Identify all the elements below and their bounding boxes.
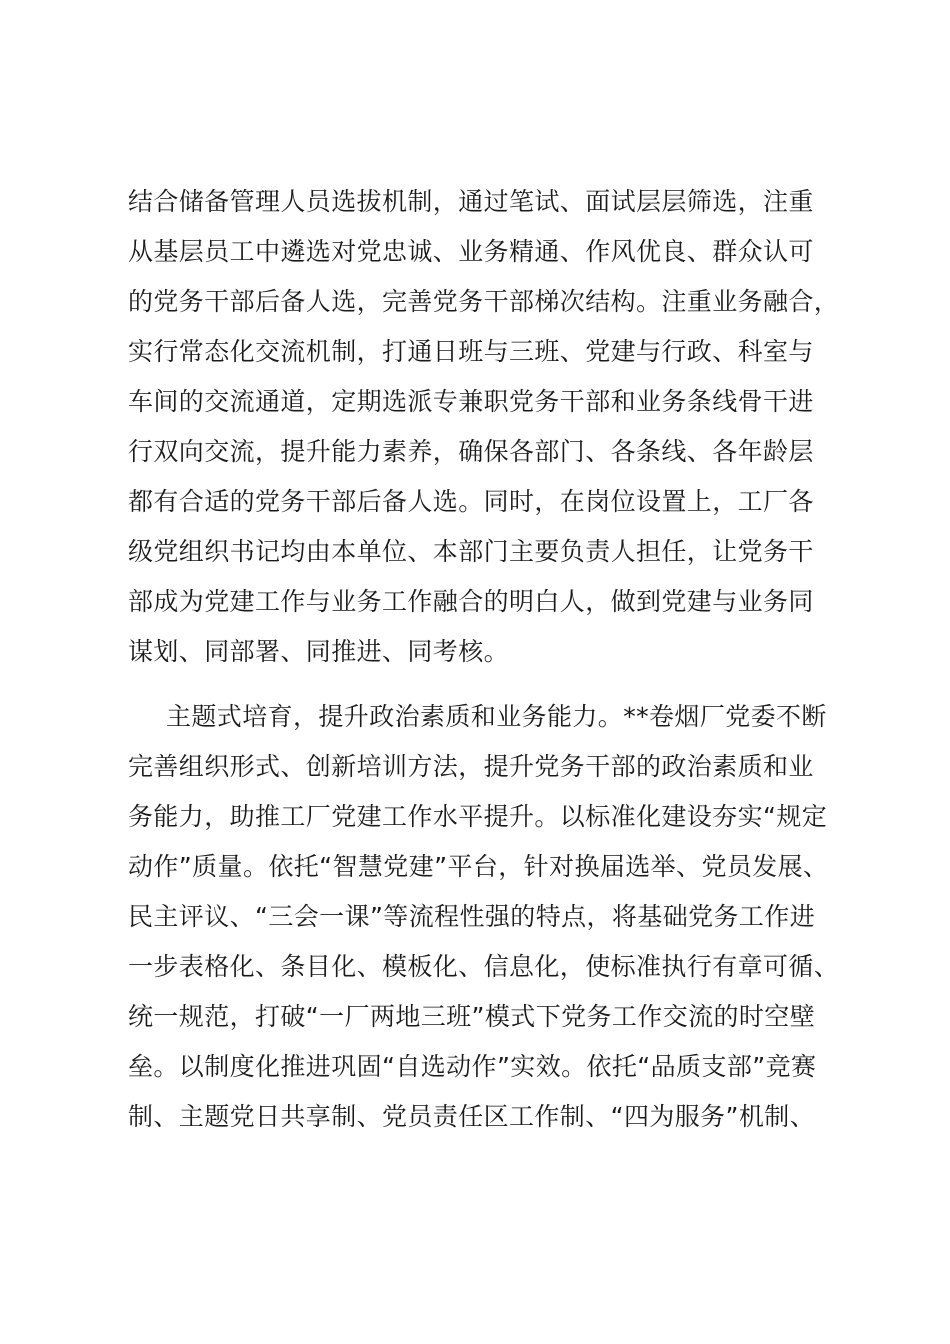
paragraph-line: 车间的交流通道，定期选派专兼职党务干部和业务条线骨干进	[128, 387, 814, 416]
paragraph-line: 的党务干部后备人选，完善党务干部梯次结构。注重业务融合，	[128, 287, 840, 316]
paragraph-line: 务能力，助推工厂党建工作水平提升。以标准化建设夯实“规定	[128, 802, 828, 831]
paragraph-line: 民主评议、“三会一课”等流程性强的特点，将基础党务工作进	[128, 902, 816, 931]
paragraph-line: 级党组织书记均由本单位、本部门主要负责人担任，让党务干	[128, 537, 814, 566]
paragraph-line: 完善组织形式、创新培训方法，提升党务干部的政治素质和业	[128, 752, 814, 781]
paragraph-1	[128, 177, 838, 677]
paragraph-2	[128, 692, 838, 1142]
paragraph-line: 实行常态化交流机制，打通日班与三班、党建与行政、科室与	[128, 337, 814, 366]
paragraph-line: 结合储备管理人员选拔机制，通过笔试、面试层层筛选，注重	[128, 187, 814, 216]
paragraph-line: 动作”质量。依托“智慧党建”平台，针对换届选举、党员发展、	[128, 852, 829, 881]
paragraph-line: 垒。以制度化推进巩固“自选动作”实效。依托“品质支部”竞赛	[128, 1052, 817, 1081]
paragraph-line: 一步表格化、条目化、模板化、信息化，使标准执行有章可循、	[128, 952, 840, 981]
paragraph-line: 行双向交流，提升能力素养，确保各部门、各条线、各年龄层	[128, 437, 814, 466]
paragraph-line: 从基层员工中遴选对党忠诚、业务精通、作风优良、群众认可	[128, 237, 814, 266]
paragraph-line: 都有合适的党务干部后备人选。同时，在岗位设置上，工厂各	[128, 487, 814, 516]
paragraph-line: 制、主题党日共享制、党员责任区工作制、“四为服务”机制、	[128, 1102, 816, 1131]
paragraph-line: 主题式培育，提升政治素质和业务能力。**卷烟厂党委不断	[166, 702, 827, 731]
paragraph-line: 部成为党建工作与业务工作融合的明白人，做到党建与业务同	[128, 587, 814, 616]
paragraph-line: 谋划、同部署、同推进、同考核。	[128, 637, 510, 666]
paragraph-line: 统一规范，打破“一厂两地三班”模式下党务工作交流的时空壁	[128, 1002, 816, 1031]
